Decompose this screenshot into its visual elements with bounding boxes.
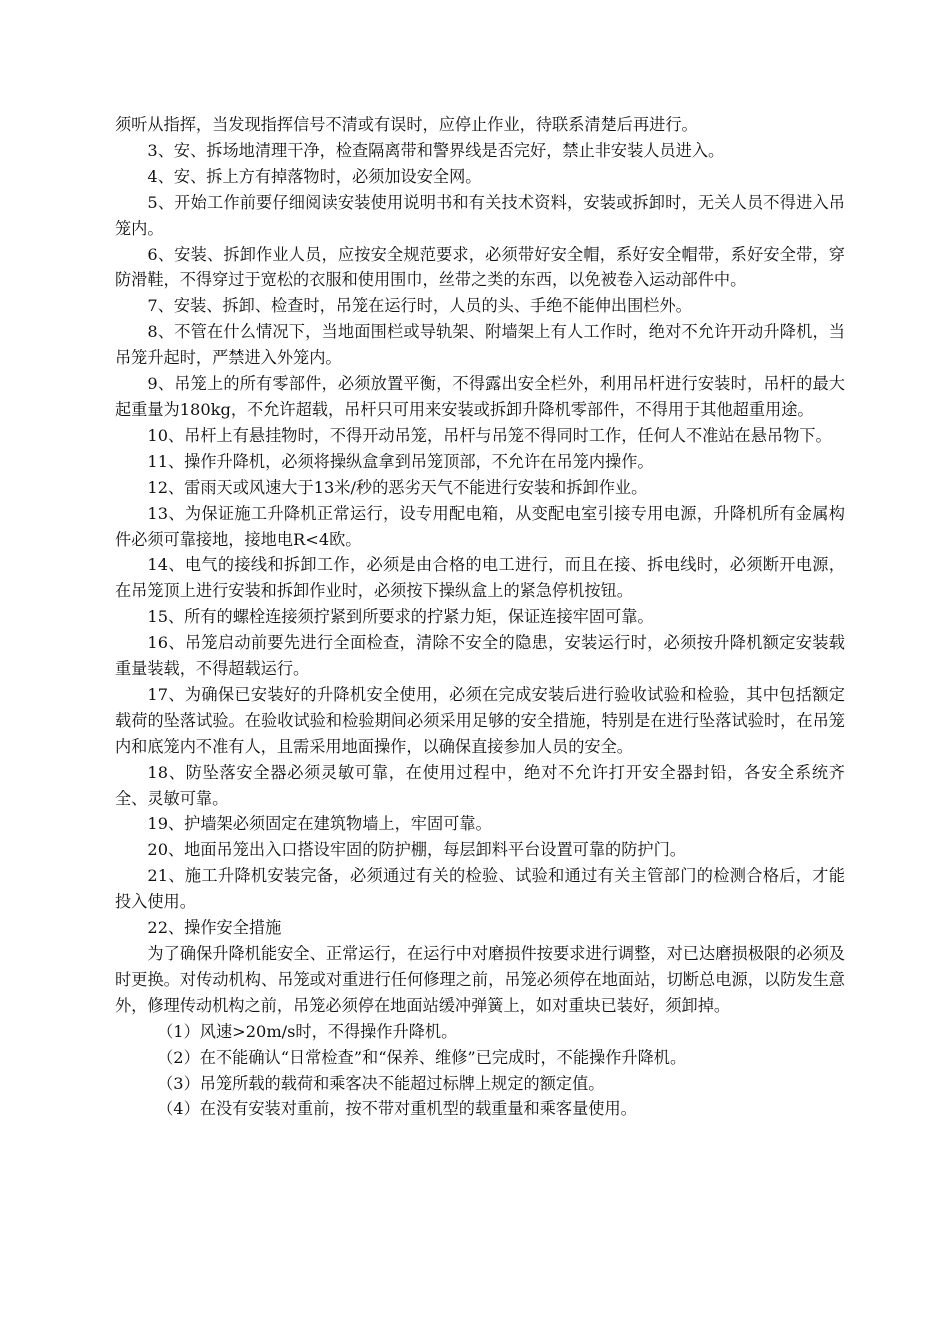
paragraph-item-18: 18、防坠落安全器必须灵敏可靠，在使用过程中，绝对不允许打开安全器封铅，各安全系统齐全、灵敏可靠。 (115, 762, 845, 808)
paragraph-item-3: 3、安、拆场地清理干净，检查隔离带和警界线是否完好，禁止非安装人员进入。 (147, 140, 725, 160)
paragraph-maintenance: 为了确保升降机能安全、正常运行，在运行中对磨损件按要求进行调整，对已达磨损极限的必须及时更换。对传动机构、吊笼或对重进行任何修理之前，吊笼必须停在地面站，切断总电源，以防发生意外，修理传动机构之前，吊笼必须停在地面站缓冲弹簧上，如对重块已装好，须卸掉。 (115, 944, 845, 1015)
paragraph-item-12: 12、雷雨天或风速大于13米/秒的恶劣天气不能进行安装和拆卸作业。 (147, 477, 648, 497)
paragraph-item-6: 6、安装、拆卸作业人员，应按安全规范要求，必须带好安全帽，系好安全帽带，系好安全带，穿防滑鞋，不得穿过于宽松的衣服和使用围巾，丝带之类的东西，以免被卷入运动部件中。 (115, 244, 845, 290)
paragraph-item-13: 13、为保证施工升降机正常运行，设专用配电箱，从变配电室引接专用电源，升降机所有金属构件必须可靠接地，接地电R<4欧。 (115, 503, 845, 549)
paragraph-item-16: 16、吊笼启动前要先进行全面检查，清除不安全的隐患，安装运行时，必须按升降机额定安装载重量装载，不得超载运行。 (115, 633, 845, 679)
paragraph-item-5: 5、开始工作前要仔细阅读安装使用说明书和有关技术资料，安装或拆卸时，无关人员不得进入吊笼内。 (115, 192, 845, 238)
paragraph-item-21: 21、施工升降机安装完备，必须通过有关的检验、试验和通过有关主管部门的检测合格后，才能投入使用。 (115, 866, 845, 912)
paragraph-item-9: 9、吊笼上的所有零部件，必须放置平衡，不得露出安全栏外，利用吊杆进行安装时，吊杆的最大起重量为180kg，不允许超载，吊杆只可用来安装或拆卸升降机零部件，不得用于其他超重用途。 (115, 374, 845, 419)
sub-item-2: （2）在不能确认“日常检查”和“保养、维修”已完成时，不能操作升降机。 (157, 1047, 687, 1067)
paragraph-item-7: 7、安装、拆卸、检查时，吊笼在运行时，人员的头、手绝不能伸出围栏外。 (147, 296, 692, 316)
paragraph-item-17: 17、为确保已安装好的升降机安全使用，必须在完成安装后进行验收试验和检验，其中包括额定载荷的坠落试验。在验收试验和检验期间必须采用足够的安全措施，特别是在进行坠落试验时，在吊笼内和底笼内不准有人，且需采用地面操作，以确保直接参加人员的安全。 (115, 684, 845, 756)
paragraph-item-19: 19、护墙架必须固定在建筑物墙上，牢固可靠。 (147, 814, 492, 834)
paragraph-item-8: 8、不管在什么情况下，当地面围栏或导轨架、附墙架上有人工作时，绝对不允许开动升降机，当吊笼升起时，严禁进入外笼内。 (115, 322, 845, 368)
paragraph-item-20: 20、地面吊笼出入口搭设牢固的防护棚，每层卸料平台设置可靠的防护门。 (147, 840, 686, 860)
document-body (115, 112, 845, 1122)
paragraph-item-14: 14、电气的接线和拆卸工作，必须是由合格的电工进行，而且在接、拆电线时，必须断开电源，在吊笼顶上进行安装和拆卸作业时，必须按下操纵盒上的紧急停机按钮。 (115, 555, 845, 601)
paragraph-continuation: 须听从指挥，当发现指挥信号不清或有误时，应停止作业，待联系清楚后再进行。 (115, 115, 698, 134)
paragraph-item-11: 11、操作升降机，必须将操纵盒拿到吊笼顶部，不允许在吊笼内操作。 (147, 451, 654, 471)
paragraph-item-15: 15、所有的螺栓连接须拧紧到所要求的拧紧力矩，保证连接牢固可靠。 (147, 607, 654, 627)
paragraph-item-10: 10、吊杆上有悬挂物时，不得开动吊笼，吊杆与吊笼不得同时工作，任何人不准站在悬吊物下。 (147, 425, 832, 445)
sub-item-4: （4）在没有安装对重前，按不带对重机型的载重量和乘客量使用。 (157, 1099, 637, 1119)
sub-item-1: （1）风速>20m/s时，不得操作升降机。 (157, 1021, 458, 1041)
paragraph-item-4: 4、安、拆上方有掉落物时，必须加设安全网。 (147, 166, 482, 186)
sub-item-3: （3）吊笼所载的载荷和乘客决不能超过标牌上规定的额定值。 (157, 1073, 605, 1093)
section-heading-operation-safety: 22、操作安全措施 (147, 918, 282, 938)
